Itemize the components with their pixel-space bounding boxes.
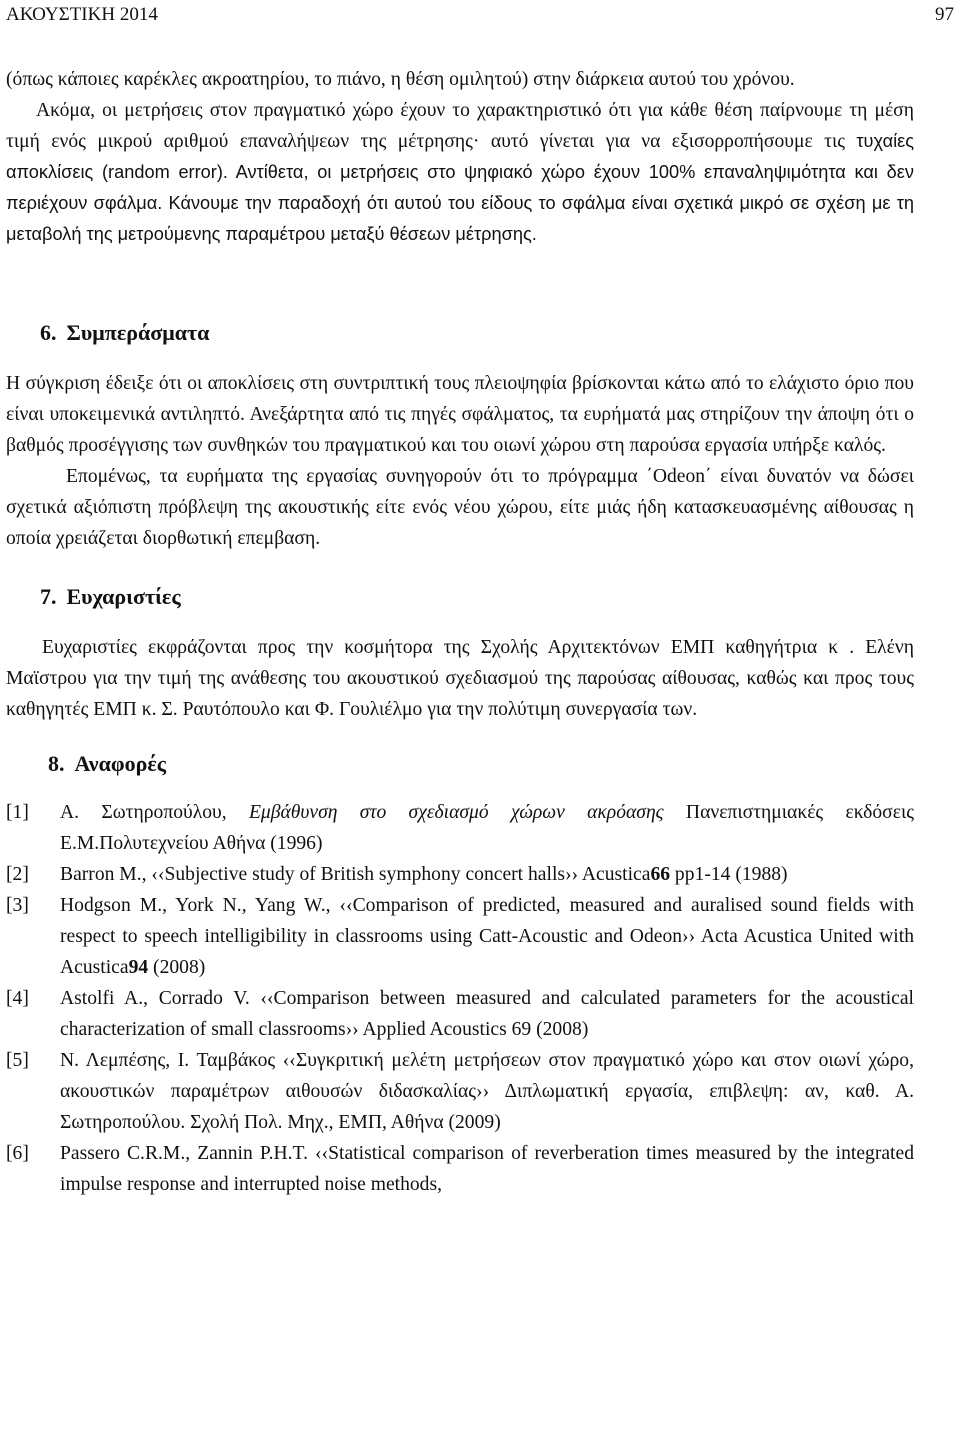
- page-number: 97: [935, 4, 954, 25]
- paragraph-measurements-serif: Ακόμα, οι μετρήσεις στον πραγματικό χώρο έχουν το χαρακτηριστικό ότι για κάθε θέση παίρνουμε τη μέση τιμή ενός μικρού αριθμού επαναλήψεων της μέτρησης· αυτό γίνεται για να εξισορροπήσουμε τις: [6, 100, 914, 152]
- reference-details: pp1-14 (1988): [670, 864, 788, 885]
- reference-number: [1]: [6, 802, 29, 823]
- section-heading-references: [6, 747, 914, 781]
- paragraph-conclusions-1: Η σύγκριση έδειξε ότι οι αποκλίσεις στη συντριπτική τους πλειοψηφία βρίσκονται κάτω από το ελάχιστο όριο που είναι υποκειμενικά αντιληπτό. Ανεξάρτητα από τις πηγές σφάλματος, τα ευρήματά μας στηρίζουν την άποψη ότι ο βαθμός προσέγγισης των συνθηκών του πραγματικού και του οιωνί χώρου στη παρούσα εργασία υπήρξε καλός.: [6, 373, 914, 456]
- reference-item: [6, 983, 914, 1045]
- reference-text: [60, 1045, 914, 1138]
- reference-text: [60, 859, 914, 890]
- paragraph-measurements-sans: τυχαίες αποκλίσεις (random error).: [6, 131, 914, 182]
- journal-title: ΑΚΟΥΣΤΙΚΗ 2014: [6, 4, 158, 25]
- reference-authors: Α. Σωτηροπούλου,: [60, 802, 249, 823]
- paragraph-measurements-tail: Αντίθετα, οι μετρήσεις στο ψηφιακό χώρο έχουν 100% επαναληψιμότητα και δεν περιέχουν σφάλμα. Κάνουμε την παραδοχή ότι αυτού του είδους το σφάλμα είναι σχετικά μικρό σε σχέση με τη μεταβολή της μετρούμενης παραμέτρου μεταξύ θέσεων μέτρησης.: [6, 162, 914, 244]
- reference-authors: Barron M., ‹‹Subjective study of British symphony concert halls›› Acustica: [60, 864, 651, 885]
- reference-number: [5]: [6, 1050, 29, 1071]
- section-title: Συμπεράσματα: [66, 320, 210, 345]
- section-heading-acknowledgements: [6, 580, 914, 614]
- reference-volume: 94: [128, 957, 149, 978]
- reference-number: [2]: [6, 864, 29, 885]
- reference-number: [6]: [6, 1143, 29, 1164]
- running-header: [6, 4, 954, 30]
- paragraph-conclusions-2: Επομένως, τα ευρήματα της εργασίας συνηγορούν ότι το πρόγραμμα ΄Odeon΄ είναι δυνατόν να δώσει σχετικά αξιόπιστη πρόβλεψη της ακουστικής είτε ενός νέου χώρου, είτε μιάς ήδη κατασκευασμένης αίθουσας η οποία χρειάζεται διορθωτική επεμβαση.: [6, 466, 914, 549]
- section-number: 7.: [40, 584, 57, 609]
- reference-volume: 66: [650, 864, 671, 885]
- reference-authors: Ν. Λεμπέσης, Ι. Ταμβάκος ‹‹Συγκριτική μελέτη μετρήσεων στον πραγματικό χώρο και στον οιωνί χώρο, ακουστικών παραμέτρων αιθουσών διδασκαλίας›› Διπλωματική εργασία, επιβλεψη: αν, καθ. Α. Σωτηροπούλου. Σχολή Πολ. Μηχ., ΕΜΠ, Αθήνα (2009): [60, 1050, 914, 1133]
- reference-authors: Passero C.R.M., Zannin P.H.T. ‹‹Statistical comparison of reverberation times measured by the integrated impulse response and interrupted noise methods,: [60, 1143, 914, 1195]
- reference-text: [60, 1138, 914, 1200]
- reference-details: (2008): [148, 957, 206, 978]
- reference-authors: Astolfi A., Corrado V. ‹‹Comparison between measured and calculated parameters for the acoustical characterization of small classrooms›› Applied Acoustics 69 (2008): [60, 988, 914, 1040]
- reference-details: Πανεπιστημιακές εκδόσεις Ε.Μ.Πολυτεχνείου Αθήνα (1996): [60, 802, 914, 854]
- reference-item: [6, 1138, 914, 1200]
- section-heading-conclusions: [6, 316, 914, 350]
- reference-item: [6, 1045, 914, 1138]
- reference-number: [4]: [6, 988, 29, 1009]
- reference-title-italic: Εμβάθυνση στο σχεδιασμό χώρων ακρόασης: [248, 802, 664, 823]
- reference-number: [3]: [6, 895, 29, 916]
- reference-text: [60, 890, 914, 983]
- section-title: Αναφορές: [74, 751, 167, 776]
- reference-item: [6, 797, 914, 859]
- section-number: 8.: [48, 751, 65, 776]
- section-title: Ευχαριστίες: [66, 584, 181, 609]
- section-number: 6.: [40, 320, 57, 345]
- reference-text: [60, 983, 914, 1045]
- reference-text: [60, 797, 914, 859]
- paragraph-continuation: (όπως κάποιες καρέκλες ακροατηρίου, το πιάνο, η θέση ομιλητού) στην διάρκεια αυτού του χρόνου.: [6, 69, 795, 90]
- reference-list: [6, 797, 914, 1200]
- reference-item: [6, 859, 914, 890]
- paragraph-acknowledgements: Ευχαριστίες εκφράζονται προς την κοσμήτορα της Σχολής Αρχιτεκτόνων ΕΜΠ καθηγήτρια κ . Ελένη Μαϊστρου για την τιμή της ανάθεσης του ακουστικού σχεδιασμού της παρούσας αίθουσας, καθώς και προς τους καθηγητές ΕΜΠ κ. Σ. Ραυτόπουλο και Φ. Γουλιέλμο για την πολύτιμη συνεργασία των.: [6, 637, 914, 720]
- reference-authors: Hodgson M., York N., Yang W., ‹‹Comparison of predicted, measured and auralised sound fields with respect to speech intelligibility in classrooms using Catt-Acoustic and Odeon›› Acta Acustica United with Acustica: [60, 895, 914, 978]
- paragraph-measurements: [6, 95, 914, 250]
- page-body: [6, 64, 914, 1200]
- reference-item: [6, 890, 914, 983]
